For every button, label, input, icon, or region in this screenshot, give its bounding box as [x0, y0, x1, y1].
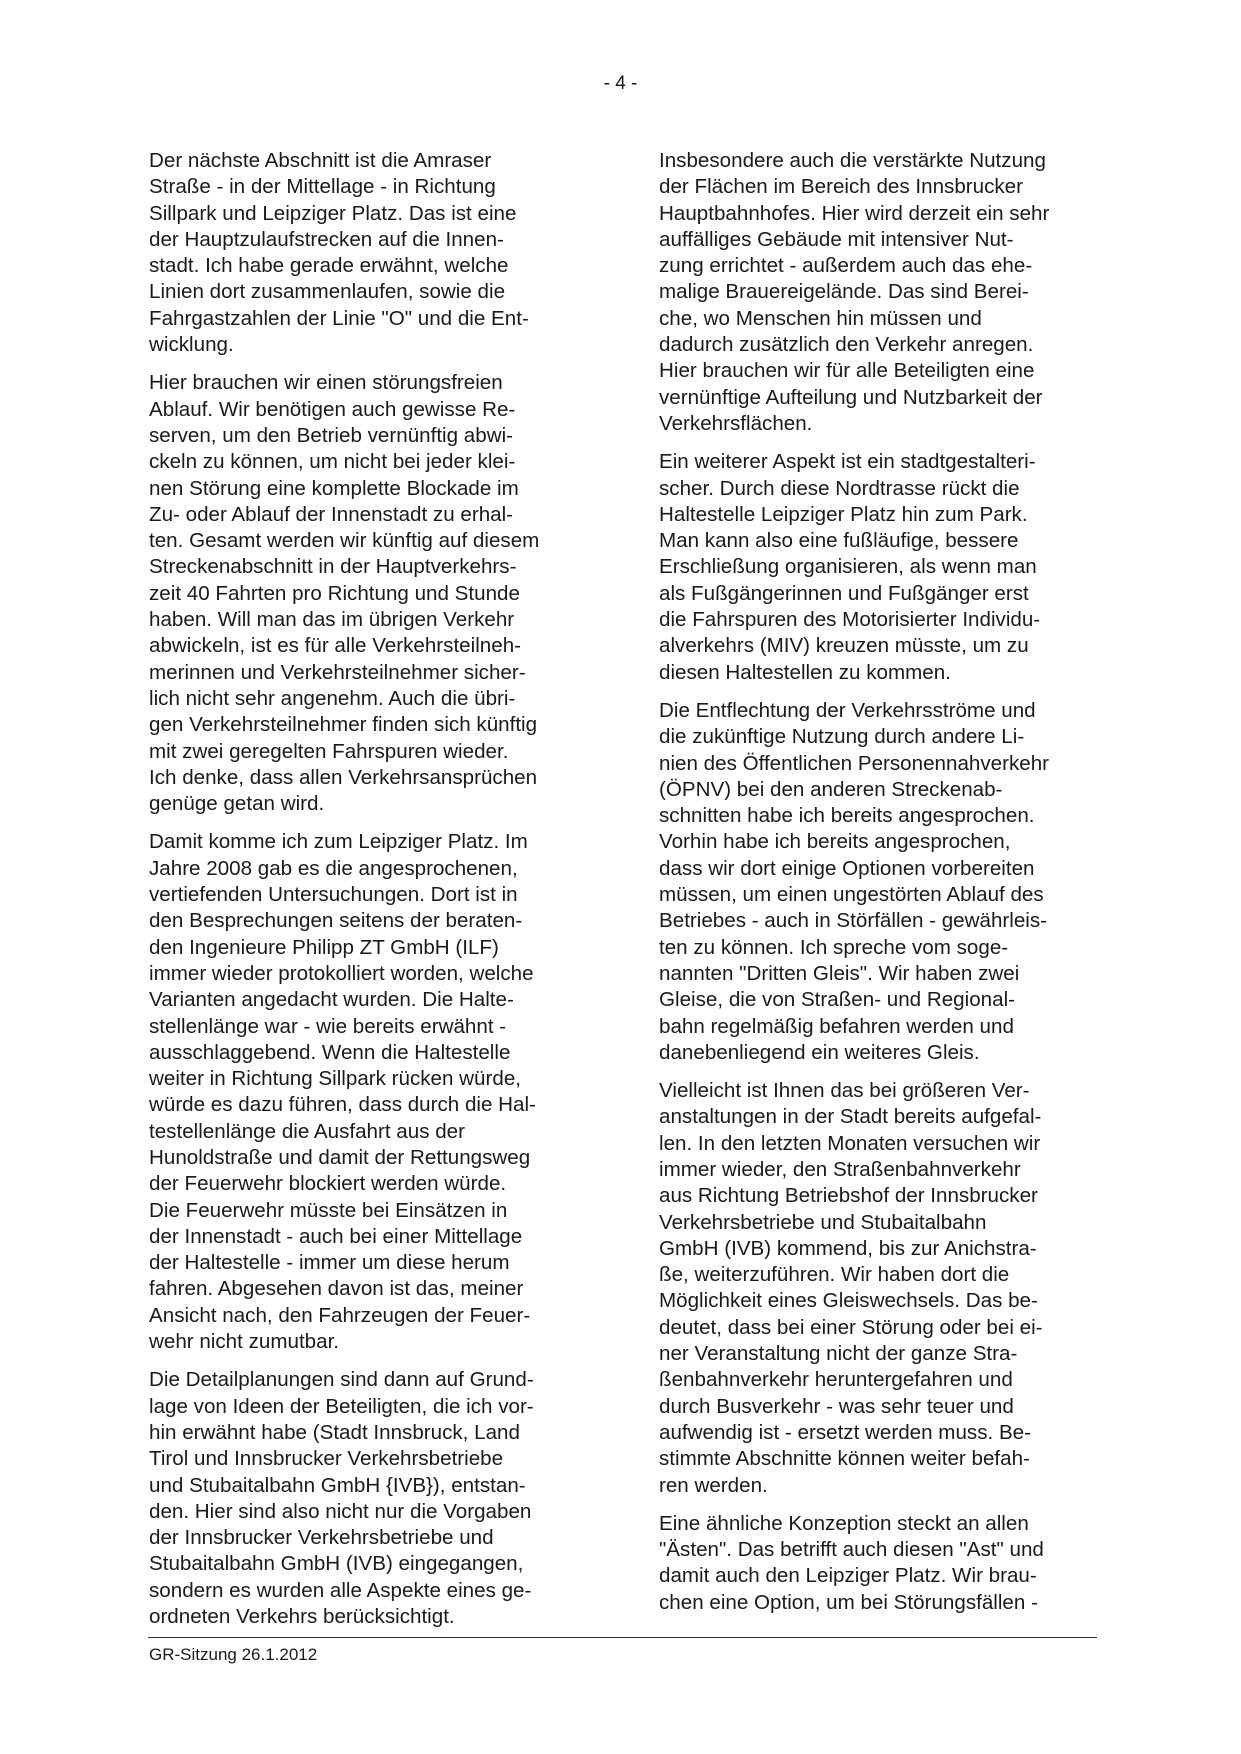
paragraph: Ein weiterer Aspekt ist ein stadtgestalteri- scher. Durch diese Nordtrasse rückt die Haltestelle Leipziger Platz hin zum Park. Man kann also eine fußläufige, bessere Erschließung organisieren, als wenn man als Fußgängerinnen und Fußgänger erst die Fahrspuren des Motorisierter Individu- alverkehrs (MIV) kreuzen müsste, um zu diesen Haltestellen zu kommen.: [659, 450, 1041, 684]
page-number: - 4 -: [603, 73, 638, 94]
paragraph: Eine ähnliche Konzeption steckt an allen "Ästen". Das betrifft auch diesen "Ast" und damit auch den Leipziger Platz. Wir brau- chen eine Option, um bei Störungsfällen -: [659, 1511, 1044, 1614]
footer-session-label: GR-Sitzung 26.1.2012: [149, 1645, 318, 1664]
paragraph: Insbesondere auch die verstärkte Nutzung der Flächen im Bereich des Innsbrucker Hauptbahnhofes. Hier wird derzeit ein sehr auffälliges Gebäude mit intensiver Nut- zung errichtet - außerdem auch das ehe- malige Brauereigelände. Das sind Berei- che, wo Menschen hin müssen und dadurch zusätzlich den Verkehr anregen. Hier brauchen wir für alle Beteiligten eine vernünftige Aufteilung und Nutzbarkeit der Verkehrsflächen.: [659, 149, 1050, 435]
paragraph: Die Entflechtung der Verkehrsströme und die zukünftige Nutzung durch andere Li- nien des Öffentlichen Personennahverkehr (ÖPNV) bei den anderen Streckenab- schnitten habe ich bereits angesprochen. Vorhin habe ich bereits angesprochen, dass wir dort einige Optionen vorbereiten müssen, um einen ungestörten Ablauf des Betriebes - auch in Störfällen - gewährleis- ten zu können. Ich spreche vom soge- nannten "Dritten Gleis". Wir haben zwei Gleise, die von Straßen- und Regional- bahn regelmäßig befahren werden und danebenliegend ein weiteres Gleis.: [659, 698, 1050, 1064]
left-column: [149, 148, 589, 1642]
footer-divider: [148, 1637, 1097, 1638]
paragraph: Hier brauchen wir einen störungsfreien Ablauf. Wir benötigen auch gewisse Re- serven, um den Betrieb vernünftig abwi- ckeln zu können, um nicht bei jeder klei- nen Störung eine komplette Blockade im Zu- oder Ablauf der Innenstadt zu erhal- ten. Gesamt werden wir künftig auf diesem Streckenabschnitt in der Hauptverkehrs- zeit 40 Fahrten pro Richtung und Stunde haben. Will man das im übrigen Verkehr abwickeln, ist es für alle Verkehrsteilneh- merinnen und Verkehrsteilnehmer sicher- lich nicht sehr angenehm. Auch die übri- gen Verkehrsteilnehmer finden sich künftig mit zwei geregelten Fahrspuren wieder. Ich denke, dass allen Verkehrsansprüchen genüge getan wird.: [149, 371, 540, 816]
paragraph: Die Detailplanungen sind dann auf Grund- lage von Ideen der Beteiligten, die ich vor- hin erwähnt habe (Stadt Innsbruck, Land Tirol und Innsbrucker Verkehrsbetriebe und Stubaitalbahn GmbH {IVB}), entstan- den. Hier sind also nicht nur die Vorgaben der Innsbrucker Verkehrsbetriebe und Stubaitalbahn GmbH (IVB) eingegangen, sondern es wurden alle Aspekte eines ge- ordneten Verkehrs berücksichtigt.: [149, 1368, 534, 1629]
paragraph: Damit komme ich zum Leipziger Platz. Im Jahre 2008 gab es die angesprochenen, vertiefenden Untersuchungen. Dort ist in den Besprechungen seitens der beraten- den Ingenieure Philipp ZT GmbH (ILF) immer wieder protokolliert worden, welche Varianten angedacht wurden. Die Halte- stellenlänge war - wie bereits erwähnt - ausschlaggebend. Wenn die Haltestelle weiter in Richtung Sillpark rücken würde, würde es dazu führen, dass durch die Hal- testellenlänge die Ausfahrt aus der Hunoldstraße und damit der Rettungsweg der Feuerwehr blockiert werden würde. Die Feuerwehr müsste bei Einsätzen in der Innenstadt - auch bei einer Mittellage der Haltestelle - immer um diese herum fahren. Abgesehen davon ist das, meiner Ansicht nach, den Fahrzeugen der Feuer- wehr nicht zumutbar.: [149, 830, 536, 1354]
right-column: [659, 148, 1099, 1628]
paragraph: Der nächste Abschnitt ist die Amraser Straße - in der Mittellage - in Richtung Sillpark und Leipziger Platz. Das ist eine der Hauptzulaufstrecken auf die Innen- stadt. Ich habe gerade erwähnt, welche Linien dort zusammenlaufen, sowie die Fahrgastzahlen der Linie "O" und die Ent- wicklung.: [149, 149, 529, 357]
paragraph: Vielleicht ist Ihnen das bei größeren Ver- anstaltungen in der Stadt bereits aufgefal- len. In den letzten Monaten versuchen wir immer wieder, den Straßenbahnverkehr aus Richtung Betriebshof der Innsbrucker Verkehrsbetriebe und Stubaitalbahn GmbH (IVB) kommend, bis zur Anichstra- ße, weiterzuführen. Wir haben dort die Möglichkeit eines Gleiswechsels. Das be- deutet, dass bei einer Störung oder bei ei- ner Veranstaltung nicht der ganze Stra- ßenbahnverkehr heruntergefahren und durch Busverkehr - was sehr teuer und aufwendig ist - ersetzt werden muss. Be- stimmte Abschnitte können weiter befah- ren werden.: [659, 1079, 1043, 1497]
